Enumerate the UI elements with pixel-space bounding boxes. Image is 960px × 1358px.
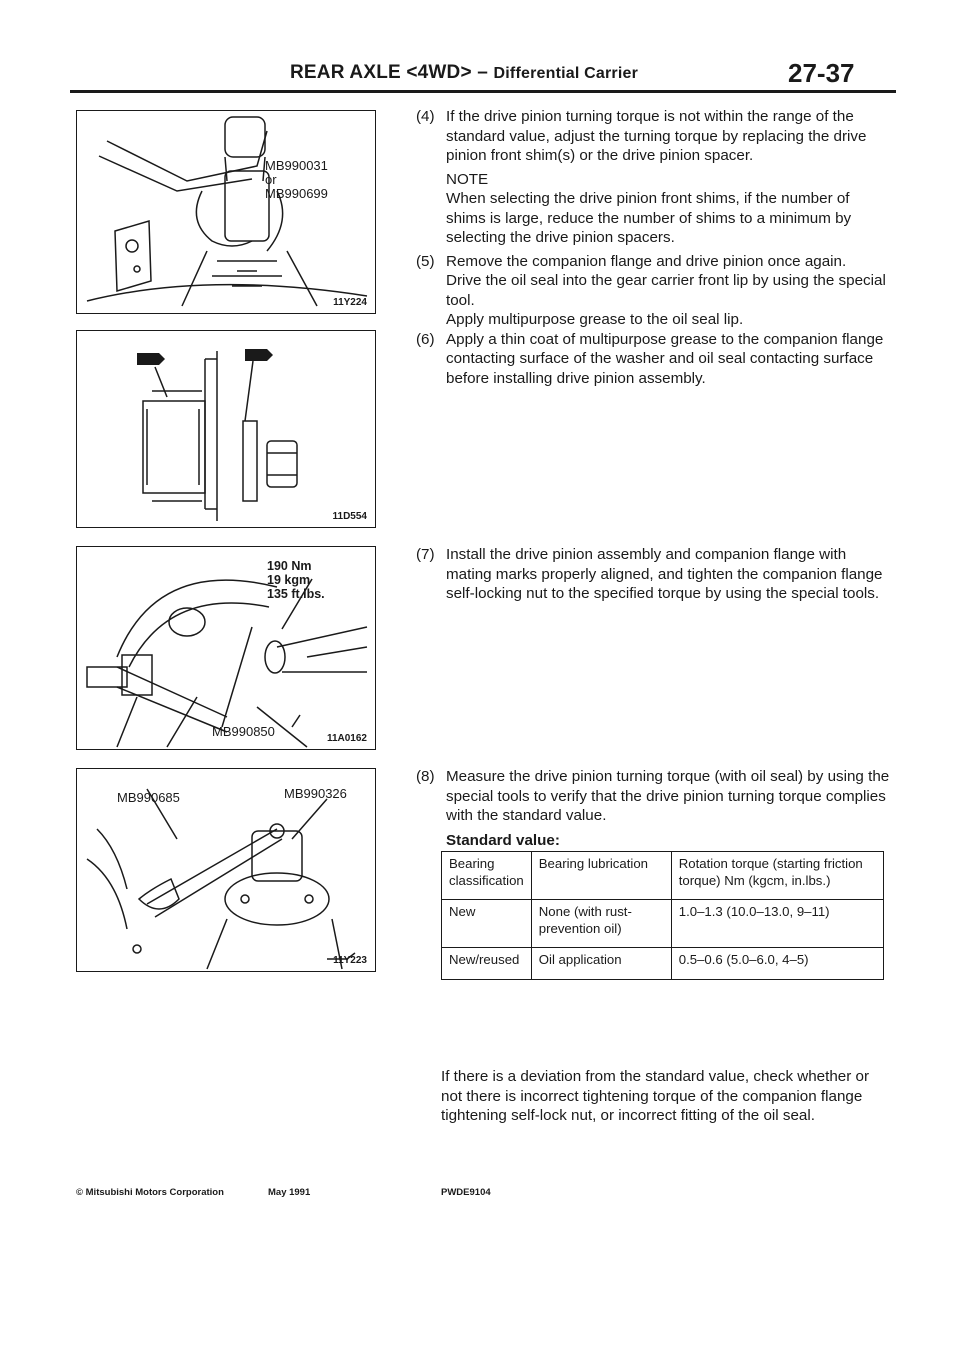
figure-torque-nut-drawing: [77, 547, 375, 749]
page-title: [290, 62, 638, 84]
note-title: NOTE: [446, 170, 489, 188]
figure3-label-kgm: 19 kgm: [267, 573, 311, 587]
standard-value-table: [441, 851, 884, 980]
step-text: Apply a thin coat of multipurpose grease to the companion flange contacting surface of the washer and oil seal contacting surface before installing drive pinion assembly.: [446, 330, 884, 387]
step-4: [416, 107, 892, 248]
figure3-label-tool: MB990850: [212, 724, 275, 739]
figure4-code: 11Y223: [333, 955, 367, 966]
table-cell: New/reused: [442, 948, 532, 980]
figure3-label-nm: 190 Nm: [267, 559, 312, 573]
step-8: [416, 767, 892, 850]
figure-pinion-driving: [76, 110, 376, 314]
figure4-label-tool-a: MB990685: [117, 790, 180, 805]
step-text: Install the drive pinion assembly and companion flange with mating marks properly aligned, and tighten the companion flange self-locking nut to the specified torque by using the special tools.: [446, 546, 883, 602]
table-header-cell: Bearing classification: [442, 852, 532, 900]
step-number: (4): [416, 108, 435, 125]
step-5: [416, 252, 892, 330]
step-number: (6): [416, 330, 435, 348]
table-cell: Oil application: [531, 948, 671, 980]
step-number: (7): [416, 546, 435, 563]
figure1-code: 11Y224: [333, 297, 367, 308]
step-6: [416, 330, 892, 389]
step-7: [416, 545, 892, 604]
footer-doc-code: PWDE9104: [441, 1187, 491, 1198]
table-cell: None (with rust-prevention oil): [531, 900, 671, 948]
table-cell: 0.5–0.6 (5.0–6.0, 4–5): [671, 948, 883, 980]
steps-block-3: [416, 767, 892, 850]
figure-pinion-driving-drawing: [77, 111, 375, 313]
step-text-line: Apply multipurpose grease to the oil seal lip.: [446, 311, 744, 328]
figure3-label-ftlbs: 135 ft.lbs.: [267, 587, 325, 601]
table-header-row: [442, 852, 884, 900]
figure-grease-points: [76, 330, 376, 528]
table-row: [442, 900, 884, 948]
figure-turning-torque: [76, 768, 376, 972]
step-text: If the drive pinion turning torque is not within the range of the standard value, adjust the turning torque by replacing the drive pinion front shim(s) or the drive pinion spacer.: [446, 108, 867, 164]
page-number: 27-37: [788, 58, 855, 88]
table-row: [442, 948, 884, 980]
title-main: REAR AXLE <4WD>: [290, 62, 472, 83]
figure2-code: 11D554: [332, 511, 367, 522]
figure1-label-or: or: [265, 172, 277, 187]
steps-block-1: [416, 107, 892, 388]
figure4-label-tool-b: MB990326: [284, 786, 347, 801]
footer-date: May 1991: [268, 1187, 311, 1198]
figure3-code: 11A0162: [326, 733, 367, 744]
header-rule: [70, 90, 896, 93]
figure-torque-nut: [76, 546, 376, 750]
steps-block-2: [416, 545, 892, 604]
closing-paragraph: If there is a deviation from the standard value, check whether or not there is incorrect tightening torque of the companion flange tightening self-lock nut, or incorrect fitting of the oil seal.: [441, 1068, 870, 1124]
step-text-line: Remove the companion flange and drive pinion once again.: [446, 252, 847, 270]
figure-grease-points-drawing: [77, 331, 375, 527]
step-number: (8): [416, 768, 435, 785]
standard-value-label: Standard value:: [446, 831, 560, 849]
step-text: Measure the drive pinion turning torque (with oil seal) by using the special tools to verify that the drive pinion turning torque complies with the standard value.: [446, 768, 890, 824]
note-text: When selecting the drive pinion front shims, if the number of shims is large, reduce the number of shims to a minimum by selecting the drive pinion spacers.: [446, 190, 852, 246]
table-cell: 1.0–1.3 (10.0–13.0, 9–11): [671, 900, 883, 948]
title-subsection: Differential Carrier: [493, 65, 639, 82]
table-header-cell: Rotation torque (starting friction torque) Nm (kgcm, in.lbs.): [671, 852, 883, 900]
figure1-label-tool-b: MB990699: [265, 186, 328, 201]
footer-copyright: © Mitsubishi Motors Corporation: [76, 1187, 224, 1198]
step-text-line: Drive the oil seal into the gear carrier front lip by using the special tool.: [446, 272, 886, 309]
table-header-cell: Bearing lubrication: [531, 852, 671, 900]
step-number: (5): [416, 252, 435, 270]
title-separator: –: [471, 62, 494, 83]
table-cell: New: [442, 900, 532, 948]
figure1-label-tool-a: MB990031: [265, 158, 328, 173]
